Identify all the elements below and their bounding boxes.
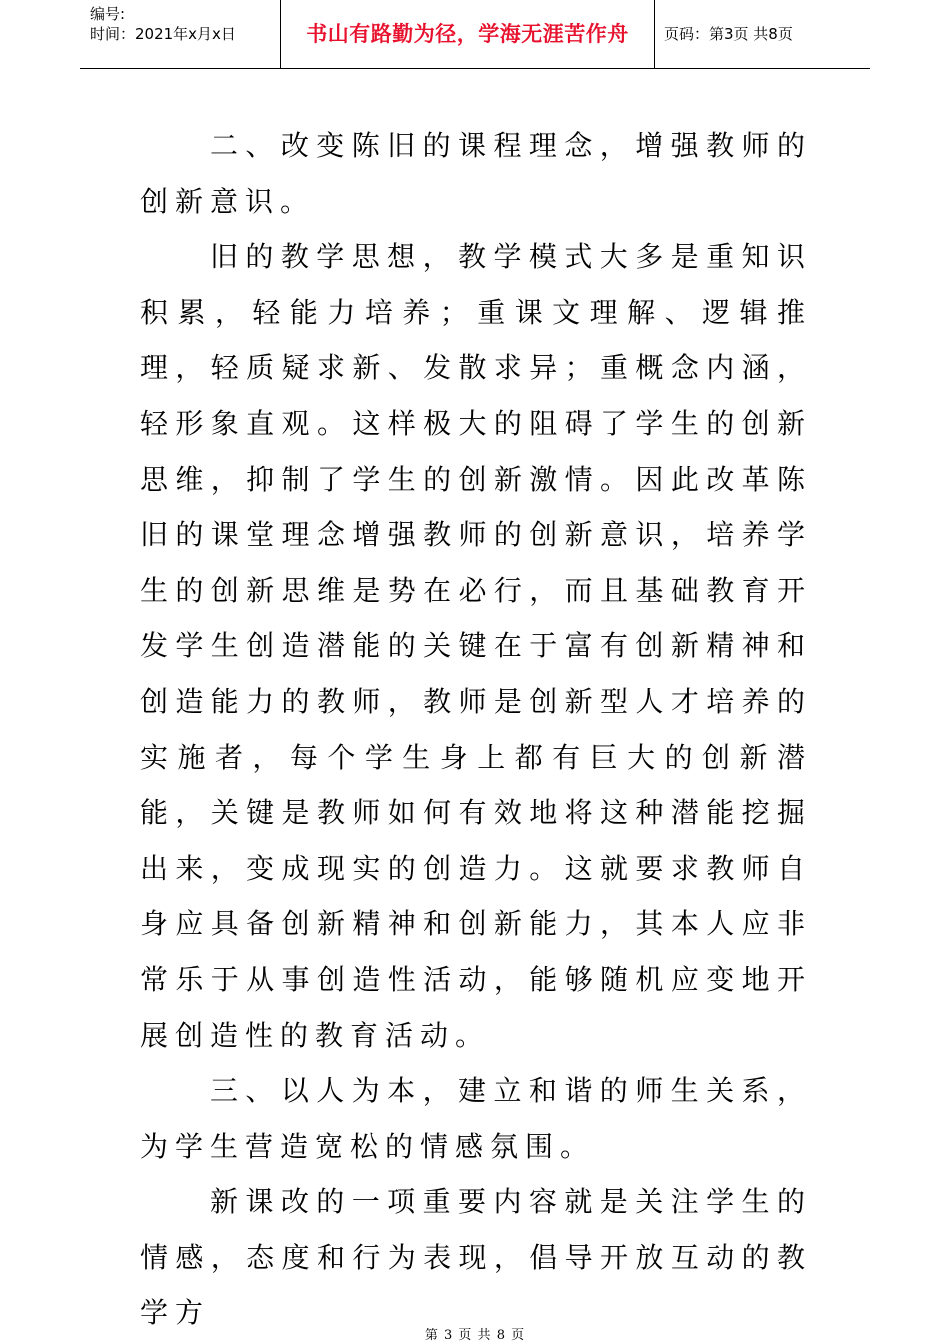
document-body bbox=[140, 118, 812, 1341]
serial-label: 编号: bbox=[90, 5, 126, 23]
header-meta-cell bbox=[80, 0, 281, 68]
paragraph: 新课改的一项重要内容就是关注学生的情感，态度和行为表现，倡导开放互动的教学方 bbox=[140, 1185, 812, 1330]
page-footer: 第 3 页 共 8 页 bbox=[424, 1328, 526, 1343]
motto-text: 书山有路勤为径，学海无涯苦作舟 bbox=[306, 22, 629, 46]
header-motto-cell bbox=[281, 0, 655, 68]
paragraph: 旧的教学思想，教学模式大多是重知识积累，轻能力培养；重课文理解、逻辑推理，轻质疑求新、发散求异；重概念内涵，轻形象直观。这样极大的阻碍了学生的创新思维，抑制了学生的创新激情。因此改革陈旧的课堂理念增强教师的创新意识，培养学生的创新思维是势在必行，而且基础教育开发学生创造潜能的关键在于富有创新精神和创造能力的教师，教师是创新型人才培养的实施者，每个学生身上都有巨大的创新潜能，关键是教师如何有效地将这种潜能挖掘出来，变成现实的创造力。这就要求教师自身应具备创新精神和创新能力，其本人应非常乐于从事创造性活动，能够随机应变地开展创造性的教育活动。 bbox=[140, 240, 812, 1052]
time-label: 时间：2021年x月x日 bbox=[90, 25, 236, 43]
page-header bbox=[80, 0, 870, 69]
section-heading-2: 二、改变陈旧的课程理念，增强教师的创新意识。 bbox=[140, 129, 812, 218]
section-heading-3: 三、以人为本，建立和谐的师生关系，为学生营造宽松的情感氛围。 bbox=[140, 1074, 812, 1163]
header-page-cell bbox=[655, 0, 870, 68]
page-number-label: 页码：第3页 共8页 bbox=[664, 24, 793, 43]
